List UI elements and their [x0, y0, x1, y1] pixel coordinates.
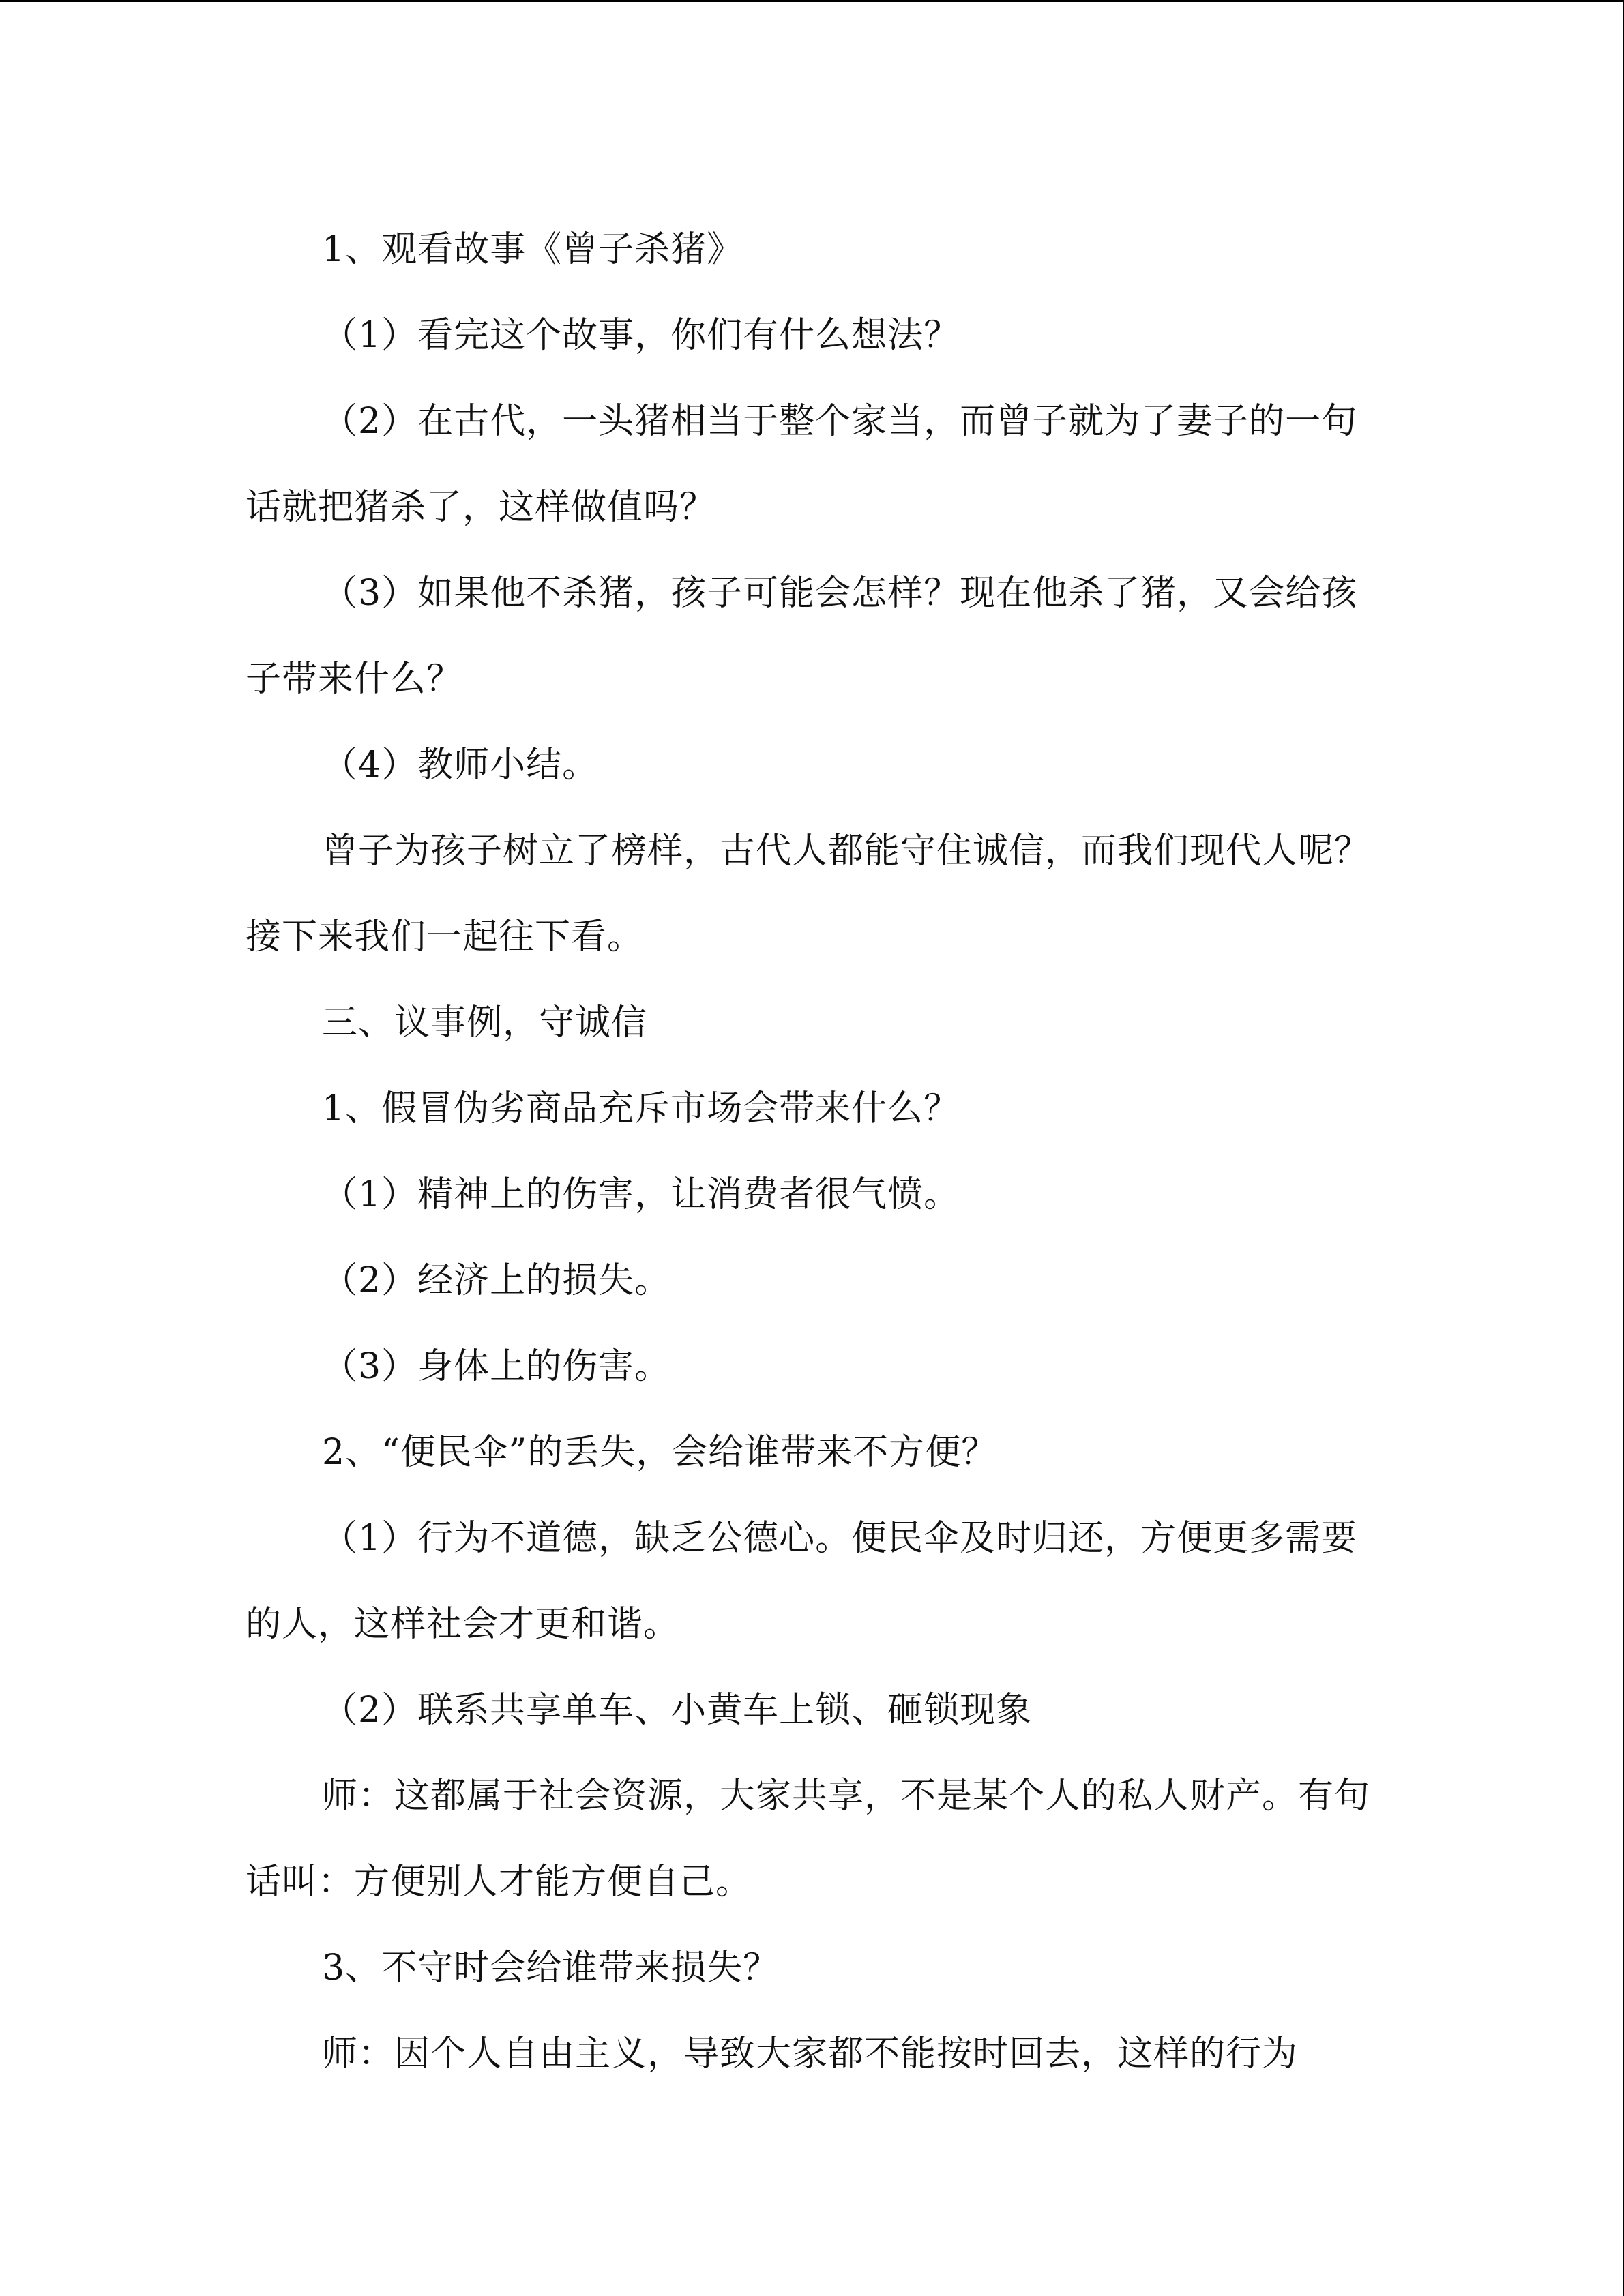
paragraph: （3）如果他不杀猪，孩子可能会怎样？现在他杀了猪，又会给孩子带来什么？	[246, 573, 1358, 700]
document-body	[246, 207, 1378, 2097]
paragraph: 3、不守时会给谁带来损失？	[322, 1948, 780, 1988]
section-heading: 三、议事例，守诚信	[322, 1002, 648, 1043]
paragraph: （2）经济上的损失。	[322, 1260, 671, 1301]
paragraph: 师：这都属于社会资源，大家共享，不是某个人的私人财产。有句话叫：方便别人才能方便自己。	[246, 1776, 1371, 1903]
paragraph: （2）联系共享单车、小黄车上锁、砸锁现象	[322, 1690, 1033, 1731]
paragraph: （1）看完这个故事，你们有什么想法？	[322, 315, 960, 356]
paragraph: （1）精神上的伤害，让消费者很气愤。	[322, 1174, 960, 1215]
paragraph: （3）身体上的伤害。	[322, 1346, 671, 1387]
paragraph: 曾子为孩子树立了榜样，古代人都能守住诚信，而我们现代人呢？接下来我们一起往下看。	[246, 831, 1371, 957]
paragraph: （1）行为不道德，缺乏公德心。便民伞及时归还，方便更多需要的人，这样社会才更和谐。	[246, 1518, 1358, 1645]
paragraph: 师：因个人自由主义，导致大家都不能按时回去，这样的行为	[322, 2033, 1299, 2074]
paragraph: （4）教师小结。	[322, 745, 599, 786]
paragraph: 2、“便民伞”的丢失，会给谁带来不方便？	[322, 1432, 998, 1473]
paragraph: 1、观看故事《曾子杀猪》	[322, 229, 743, 270]
paragraph: 1、假冒伪劣商品充斥市场会带来什么？	[322, 1088, 960, 1129]
paragraph: （2）在古代，一头猪相当于整个家当，而曾子就为了妻子的一句话就把猪杀了，这样做值吗？	[246, 401, 1358, 528]
